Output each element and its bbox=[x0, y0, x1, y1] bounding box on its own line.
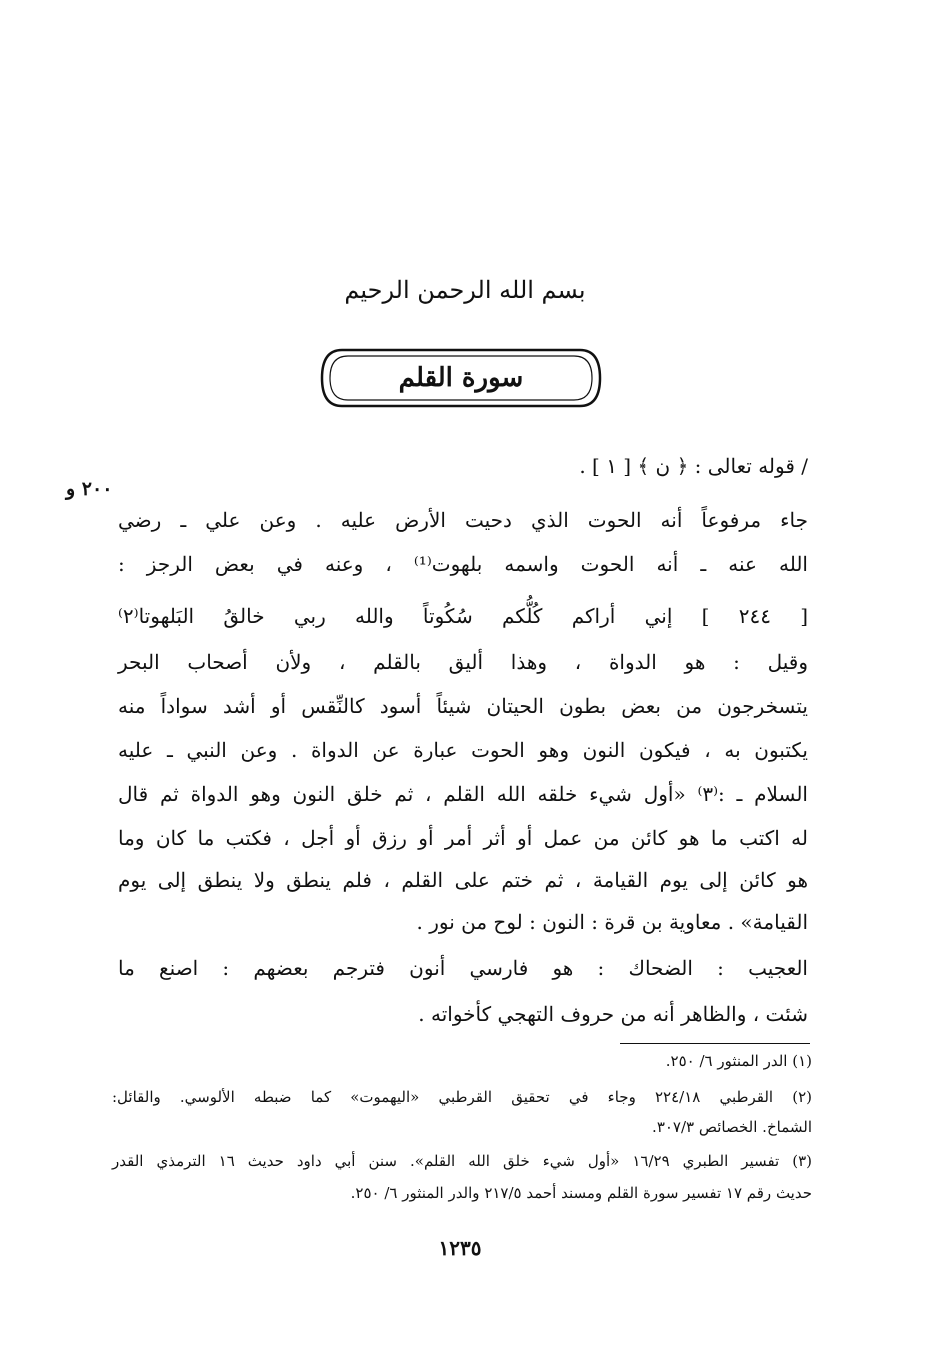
body-line: القيامة» . معاوية بن قرة : النون : لوح من نور . bbox=[416, 910, 808, 934]
page-number: ١٢٣٥ bbox=[438, 1236, 482, 1260]
surah-title-cartouche bbox=[318, 346, 604, 410]
body-line: السلام ـ :⁽٣⁾ «أول شيء خلقه الله القلم ، ثم خلق النون وهو الدواة ثم قال bbox=[118, 782, 808, 806]
body-line: يكتبون به ، فيكون النون وهو الحوت عبارة عن الدواة . وعن النبي ـ عليه bbox=[118, 738, 808, 762]
body-line: العجيب : الضحاك : هو فارسي أنون فترجم بعضهم : اصنع ما bbox=[118, 956, 808, 980]
footnote-line: حديث رقم ١٧ تفسير سورة القلم ومسند أحمد ٢١٧/٥ والدر المنثور ٦/ ٢٥٠. bbox=[350, 1184, 812, 1202]
body-line: وقيل : هو الدواة ، وهذا أليق بالقلم ، ولأن أصحاب البحر bbox=[118, 650, 808, 674]
surah-title: سورة القلم bbox=[398, 363, 524, 393]
body-line: الله عنه ـ أنه الحوت واسمه بلهوت⁽¹⁾ ، وعنه في بعض الرجز : bbox=[118, 552, 808, 576]
body-line: هو كائن إلى يوم القيامة ، ثم ختم على القلم ، فلم ينطق ولا ينطق إلى يوم bbox=[118, 868, 808, 892]
footnote-line: (١) الدر المنثور ٦/ ٢٥٠. bbox=[665, 1052, 812, 1070]
body-line: يتسخرجون من بعض بطون الحيتان شيئاً أسود كالنِّقس أو أشد سواداً منه bbox=[118, 694, 808, 718]
poem-verse-line: [ ٢٤٤ ] إني أراكم كُلُّكم سُكُوتاً والله ربي خالقُ البَلهوتا⁽٢⁾ bbox=[118, 604, 808, 628]
body-line: شئت ، والظاهر أنه من حروف التهجي كأخواته . bbox=[418, 1002, 808, 1026]
footnote-line: (٣) تفسير الطبري ١٦/٢٩ «أول شيء خلق الله القلم». سنن أبي داود حديث ١٦ الترمذي القدر bbox=[112, 1152, 812, 1170]
footnote-line: الشماخ. الخصائص ٣٠٧/٣. bbox=[652, 1118, 812, 1136]
basmala-heading: بسم الله الرحمن الرحيم bbox=[344, 276, 586, 304]
body-line: / قوله تعالى : ﴿ ن ﴾ [ ١ ] . bbox=[579, 454, 808, 478]
footnote-line: (٢) القرطبي ٢٢٤/١٨ وجاء في تحقيق القرطبي «اليهموت» كما ضبطه الألوسي. والقائل: bbox=[112, 1088, 812, 1106]
footnote-separator bbox=[620, 1043, 810, 1044]
body-line: له اكتب ما هو كائن من عمل أو أثر أمر أو رزق أو أجل ، فكتب ما كان وما bbox=[118, 826, 808, 850]
body-line: جاء مرفوعاً أنه الحوت الذي دحيت الأرض عليه . وعن علي ـ رضي bbox=[118, 508, 808, 532]
margin-folio-note: ٢٠٠ و bbox=[66, 478, 113, 500]
